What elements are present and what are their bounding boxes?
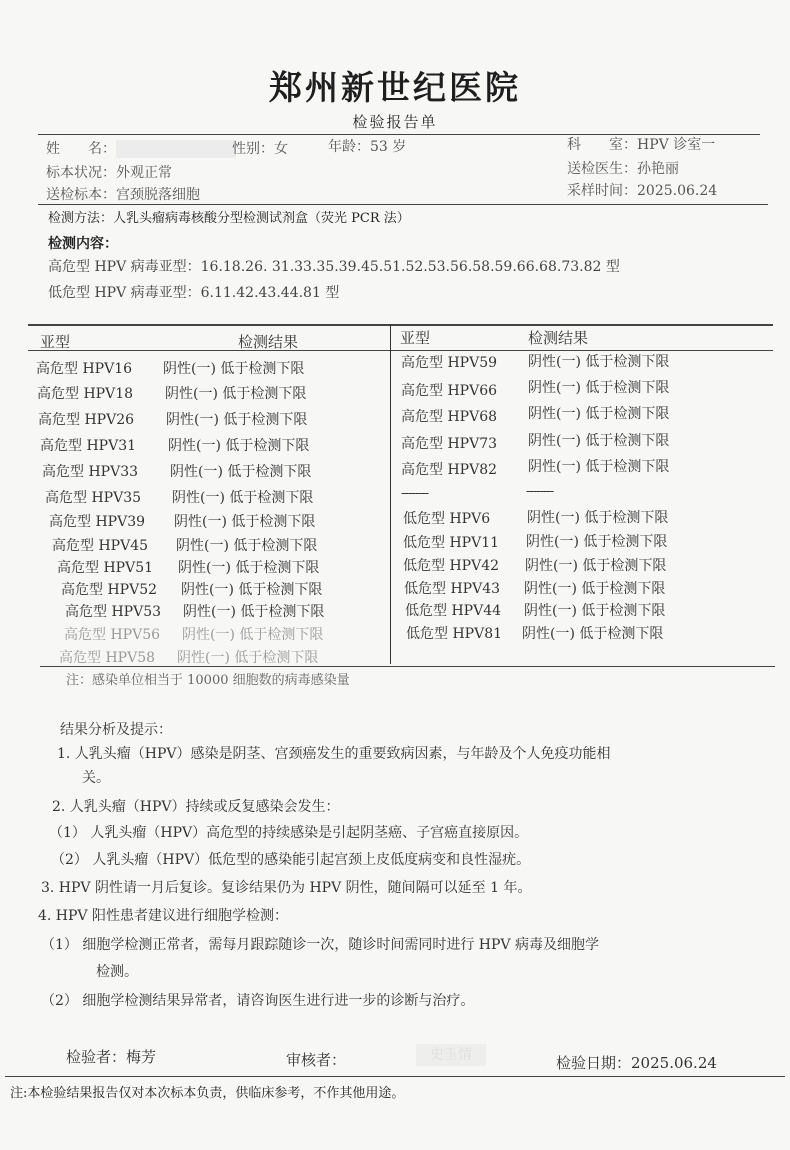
- name-redacted: [116, 140, 236, 158]
- result-cell: 阴性(一) 低于检测下限: [182, 627, 324, 643]
- table-row: [404, 578, 500, 598]
- subtype-cell: 高危型 HPV35: [45, 490, 142, 506]
- result-cell: 阴性(一) 低于检测下限: [524, 603, 666, 619]
- sample-time-value: 2025.06.24: [637, 183, 718, 199]
- tester-label: 检验者：: [66, 1048, 127, 1066]
- subtype-cell: 高危型 HPV31: [40, 438, 137, 454]
- separator-row: [401, 486, 428, 501]
- specimen-value: 宫颈脱落细胞: [116, 187, 200, 203]
- subtype-cell: 高危型 HPV33: [42, 464, 139, 480]
- doctor-value: 孙艳丽: [637, 161, 679, 177]
- subtype-cell: 高危型 HPV56: [64, 627, 161, 643]
- result-cell: 阴性(一) 低于检测下限: [178, 560, 320, 576]
- subtype-cell: 高危型 HPV26: [38, 412, 135, 428]
- result-cell: 阴性(一) 低于检测下限: [528, 354, 670, 370]
- info-divider: [38, 204, 768, 205]
- reviewer-stamp: [416, 1044, 486, 1066]
- result-cell: 阴性(一) 低于检测下限: [165, 386, 307, 402]
- age-value: 53 岁: [370, 139, 407, 155]
- gender-value: 女: [274, 141, 288, 157]
- table-row: [59, 647, 155, 667]
- disclaimer: 注:本检验结果报告仅对本次标本负责，供临床参考，不作其他用途。: [10, 1086, 405, 1101]
- patient-name-row: [46, 138, 236, 158]
- table-row: [45, 487, 141, 507]
- table-row: [406, 623, 502, 643]
- table-row: [37, 383, 133, 403]
- subtype-cell: 高危型 HPV73: [401, 436, 498, 452]
- table-row: [403, 532, 499, 552]
- hospital-name: 郑州新世纪医院: [269, 68, 521, 107]
- subtype-cell: 高危型 HPV82: [401, 462, 498, 478]
- result-cell: 阴性(一) 低于检测下限: [528, 433, 670, 449]
- analysis-title: 结果分析及提示：: [60, 722, 172, 738]
- result-cell: 阴性(一) 低于检测下限: [183, 604, 325, 620]
- table-row: [40, 435, 136, 455]
- subtype-cell: 低危型 HPV6: [403, 511, 491, 527]
- col-result-left: 检测结果: [238, 333, 299, 351]
- analysis-line-7: （1） 细胞学检测正常者，需每月跟踪随诊一次，随诊时间需同时进行 HPV 病毒及细胞学: [41, 937, 599, 953]
- result-cell: 阴性(一) 低于检测下限: [170, 464, 312, 480]
- tester-field: [66, 1046, 156, 1067]
- subtype-cell: 低危型 HPV44: [405, 603, 502, 619]
- result-cell: 阴性(一) 低于检测下限: [177, 650, 319, 666]
- specimen-field: [46, 184, 200, 204]
- subtype-cell: 高危型 HPV45: [52, 538, 149, 554]
- subtype-cell: 高危型 HPV16: [36, 361, 133, 377]
- subtype-cell: 高危型 HPV39: [49, 514, 146, 530]
- result-cell: 阴性(一) 低于检测下限: [174, 514, 316, 530]
- low-risk-types: 低危型 HPV 病毒亚型：6.11.42.43.44.81 型: [48, 285, 340, 301]
- table-row: [401, 380, 497, 400]
- high-risk-types: 高危型 HPV 病毒亚型：16.18.26. 31.33.35.39.45.51.52.53.56.58.59.66.68.73.82 型: [48, 259, 620, 275]
- result-cell: 阴性(一) 低于检测下限: [526, 534, 668, 550]
- reviewer-field: [286, 1049, 346, 1070]
- subtype-cell: 高危型 HPV51: [57, 560, 154, 576]
- result-cell: 阴性(一) 低于检测下限: [528, 459, 670, 475]
- report-title: 检验报告单: [352, 113, 438, 131]
- doctor-field: [567, 158, 679, 178]
- result-cell: 阴性(一) 低于检测下限: [522, 626, 664, 642]
- table-row: [42, 461, 138, 481]
- subtype-cell: 高危型 HPV58: [59, 650, 156, 666]
- table-row: [65, 601, 161, 621]
- table-row: [57, 557, 153, 577]
- subtype-cell: --------: [401, 486, 429, 501]
- result-cell: 阴性(一) 低于检测下限: [166, 412, 308, 428]
- col-subtype-right: 亚型: [400, 329, 431, 347]
- subtype-cell: 低危型 HPV81: [406, 626, 503, 642]
- table-row: [38, 409, 134, 429]
- dept-value: HPV 诊室一: [637, 137, 716, 153]
- subtype-cell: 低危型 HPV11: [403, 535, 500, 551]
- result-cell: 阴性(一) 低于检测下限: [176, 538, 318, 554]
- result-cell: 阴性(一) 低于检测下限: [525, 558, 667, 574]
- subtype-cell: 低危型 HPV43: [404, 581, 501, 597]
- dept-field: [567, 134, 715, 154]
- table-row: [52, 535, 148, 555]
- specimen-status-field: [46, 162, 172, 182]
- sample-time-label: 采样时间：: [567, 183, 637, 199]
- tester-value: 梅芳: [126, 1048, 157, 1066]
- table-row: [64, 624, 160, 644]
- table-row: [401, 459, 497, 479]
- analysis-line-1b: 关。: [82, 770, 110, 786]
- method-text: 检测方法：人乳头瘤病毒核酸分型检测试剂盒（荧光 PCR 法）: [48, 211, 410, 226]
- result-cell: 阴性(一) 低于检测下限: [527, 510, 669, 526]
- subtype-cell: 高危型 HPV18: [37, 386, 134, 402]
- gender-label: 性别：: [232, 141, 274, 157]
- separator-cell: --------: [526, 484, 554, 499]
- table-top-line: [28, 324, 773, 326]
- doctor-label: 送检医生：: [567, 161, 637, 177]
- table-row: [49, 511, 145, 531]
- gender-field: [232, 138, 288, 158]
- dept-label: 科 室：: [567, 137, 637, 153]
- table-row: [401, 352, 497, 372]
- subtype-cell: 高危型 HPV66: [401, 383, 498, 399]
- table-bottom-line: [40, 666, 775, 667]
- table-row: [403, 508, 490, 528]
- result-cell: 阴性(一) 低于检测下限: [528, 380, 670, 396]
- table-row: [36, 358, 132, 378]
- table-column-divider: [390, 324, 391, 664]
- reviewer-stamp-text: 史玉情: [416, 1044, 486, 1066]
- sample-time-field: [567, 180, 717, 200]
- analysis-line-1: 1. 人乳头瘤（HPV）感染是阴茎、宫颈癌发生的重要致病因素，与年龄及个人免疫功能相: [57, 746, 611, 762]
- analysis-line-7b: 检测。: [96, 964, 138, 980]
- test-date-value: 2025.06.24: [631, 1054, 717, 1072]
- subtype-cell: 高危型 HPV59: [401, 355, 498, 371]
- subtype-cell: 高危型 HPV68: [401, 409, 498, 425]
- reviewer-label: 审核者：: [286, 1051, 347, 1069]
- analysis-line-6: 4. HPV 阳性患者建议进行细胞学检测：: [38, 908, 288, 924]
- result-cell: 阴性(一) 低于检测下限: [524, 581, 666, 597]
- footer-divider: [5, 1076, 785, 1077]
- table-row: [401, 433, 497, 453]
- subtype-cell: 高危型 HPV53: [65, 604, 162, 620]
- test-date-label: 检验日期：: [556, 1054, 632, 1072]
- subtype-cell: 高危型 HPV52: [61, 582, 158, 598]
- col-result-right: 检测结果: [528, 329, 589, 347]
- content-label: 检测内容：: [48, 236, 118, 252]
- specimen-label: 送检标本：: [46, 187, 116, 203]
- table-row: [401, 406, 497, 426]
- result-cell: 阴性(一) 低于检测下限: [528, 406, 670, 422]
- specimen-status-label: 标本状况：: [46, 165, 116, 181]
- table-row: [61, 579, 157, 599]
- analysis-line-4: （2） 人乳头瘤（HPV）低危型的感染能引起宫颈上皮低度病变和良性湿疣。: [51, 852, 531, 868]
- result-cell: 阴性(一) 低于检测下限: [181, 582, 323, 598]
- result-cell: 阴性(一) 低于检测下限: [168, 438, 310, 454]
- analysis-line-8: （2） 细胞学检测结果异常者，请咨询医生进行进一步的诊断与治疗。: [41, 993, 475, 1009]
- table-note: 注：感染单位相当于 10000 细胞数的病毒感染量: [66, 673, 350, 688]
- analysis-line-5: 3. HPV 阴性请一月后复诊。复诊结果仍为 HPV 阴性，随间隔可以延至 1 年。: [41, 880, 532, 896]
- subtype-cell: 低危型 HPV42: [403, 558, 500, 574]
- specimen-status-value: 外观正常: [116, 165, 172, 181]
- result-cell: 阴性(一) 低于检测下限: [172, 490, 314, 506]
- analysis-line-2: 2. 人乳头瘤（HPV）持续或反复感染会发生：: [52, 799, 340, 815]
- table-row: [405, 600, 501, 620]
- age-label: 年龄：: [328, 139, 370, 155]
- name-label: 姓 名：: [46, 141, 116, 157]
- analysis-line-3: （1） 人乳头瘤（HPV）高危型的持续感染是引起阴茎癌、子宫癌直接原因。: [49, 825, 529, 841]
- table-row: [403, 555, 499, 575]
- col-subtype-left: 亚型: [40, 333, 71, 351]
- result-cell: 阴性(一) 低于检测下限: [163, 361, 305, 377]
- test-date-field: [556, 1052, 717, 1073]
- age-field: [328, 136, 406, 156]
